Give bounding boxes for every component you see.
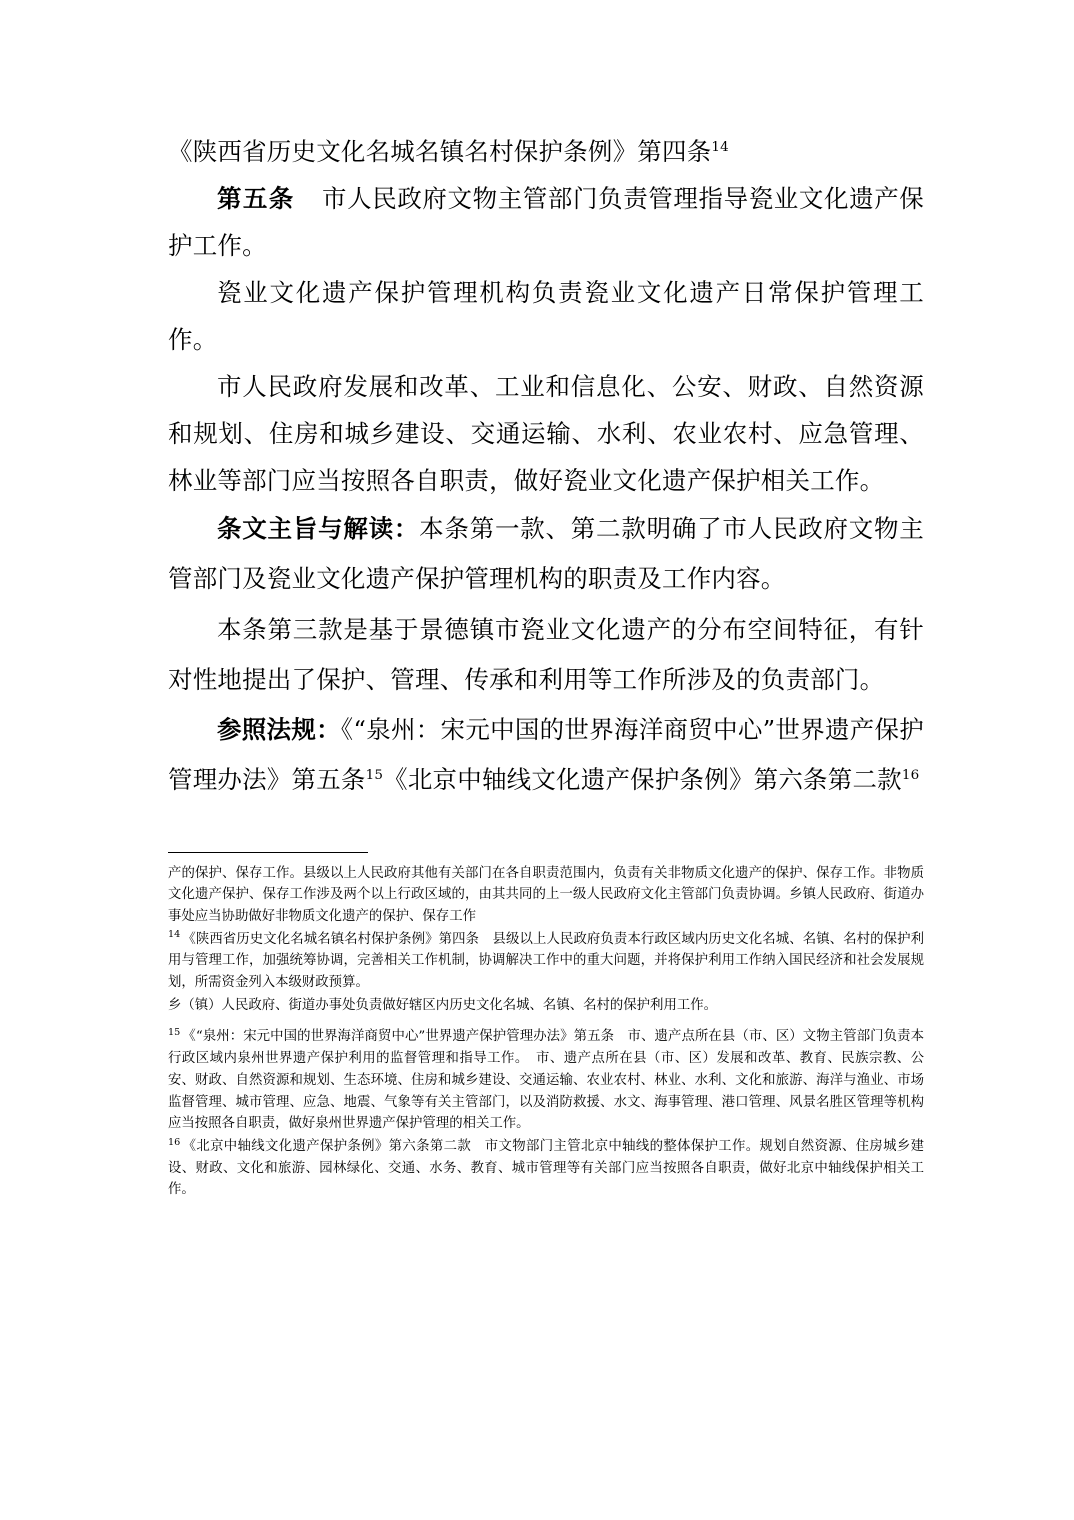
footnote-ref-16: 16 xyxy=(901,767,920,784)
interpretation-extra-paragraph: 本条第三款是基于景德镇市瓷业文化遗产的分布空间特征，有针对性地提出了保护、管理、传承和利用等工作所涉及的负责部门。 xyxy=(168,614,924,694)
reference-laws-label: 参照法规： xyxy=(217,715,341,745)
footnote-14-second-paragraph: 乡（镇）人民政府、街道办事处负责做好辖区内历史文化名城、名镇、名村的保护利用工作。 xyxy=(168,997,718,1013)
footnote-continued: 产的保护、保存工作。县级以上人民政府其他有关部门在各自职责范围内，负责有关非物质文化遗产的保护、保存工作。非物质文化遗产保护、保存工作涉及两个以上行政区域的，由其共同的上一级人民政府文化主管部门负责协调。乡镇人民政府、街道办事处应当协助做好非物质文化遗产的保护、保存工作 xyxy=(168,865,924,924)
reference-laws-paragraph xyxy=(168,705,924,805)
footnote-14-mark: 14 xyxy=(168,929,181,941)
footnote-14 xyxy=(168,929,924,994)
footnote-area xyxy=(168,863,924,1202)
footnote-ref-14: 14 xyxy=(711,138,729,155)
reference-laws-text-1: 《“泉州：宋元中国的世界海洋商贸中心”世界遗产保护管理办法》第五条 xyxy=(168,715,924,795)
footnote-15-text: 《“泉州：宋元中国的世界海洋商贸中心”世界遗产保护管理办法》第五条 市、遗产点所在县（市、区）文物主管部门负责本行政区域内泉州世界遗产保护利用的监督管理和指导工作。 市、遗产点所在县（市、区）发展和改革、教育、民族宗教、公安、财政、自然资源和规划、生态环境、住房和城乡建设、交通运输、农业农村、林业、水利、文化和旅游、海洋与渔业、市场监督管理、城市管理、应急、地震、气象等有关主管部门，以及消防救援、水文、海事管理、港口管理、风景名胜区管理等机构应当按照各自职责，做好泉州世界遗产保护管理的相关工作。 xyxy=(168,1029,924,1132)
footnote-15 xyxy=(168,1026,924,1135)
interpretation-text: 本条第一款、第二款明确了市人民政府文物主管部门及瓷业文化遗产保护管理机构的职责及工作内容。 xyxy=(168,514,925,594)
footnote-14-text: 《陕西省历史文化名城名镇名村保护条例》第四条 县级以上人民政府负责本行政区域内历史文化名城、名镇、名村的保护利用与管理工作，加强统筹协调，完善相关工作机制，协调解决工作中的重大问题，并将保护利用工作纳入国民经济和社会发展规划，所需资金列入本级财政预算。 xyxy=(168,931,924,991)
interpretation-label: 条文主旨与解读： xyxy=(217,514,420,544)
footnote-16 xyxy=(168,1136,924,1201)
paragraph-3: 市人民政府发展和改革、工业和信息化、公安、财政、自然资源和规划、住房和城乡建设、交通运输、水利、农业农村、应急管理、林业等部门应当按照各自职责，做好瓷业文化遗产保护相关工作。 xyxy=(168,372,924,496)
reference-laws-text-2: 《北京中轴线文化遗产保护条例》第六条第二款 xyxy=(383,765,902,795)
footnote-15-mark: 15 xyxy=(168,1027,181,1039)
article-number: 第五条 xyxy=(217,184,295,214)
article-five-paragraph xyxy=(168,175,924,269)
footnote-16-mark: 16 xyxy=(168,1136,181,1148)
interpretation-paragraph xyxy=(168,504,924,604)
top-reference-paragraph xyxy=(168,128,924,175)
paragraph-2: 瓷业文化遗产保护管理机构负责瓷业文化遗产日常保护管理工作。 xyxy=(168,278,924,355)
article-text: 市人民政府文物主管部门负责管理指导瓷业文化遗产保护工作。 xyxy=(168,184,924,261)
document-body xyxy=(168,128,924,806)
footnote-ref-15: 15 xyxy=(365,767,384,784)
top-reference-text: 《陕西省历史文化名城名镇名村保护条例》第四条 xyxy=(168,137,712,166)
footnote-spacer xyxy=(168,1017,924,1026)
footnote-separator xyxy=(168,852,368,853)
footnote-16-text: 《北京中轴线文化遗产保护条例》第六条第二款 市文物部门主管北京中轴线的整体保护工作。规划自然资源、住房城乡建设、财政、文化和旅游、园林绿化、交通、水务、教育、城市管理等有关部门应当按照各自职责，做好北京中轴线保护相关工作。 xyxy=(168,1139,924,1198)
